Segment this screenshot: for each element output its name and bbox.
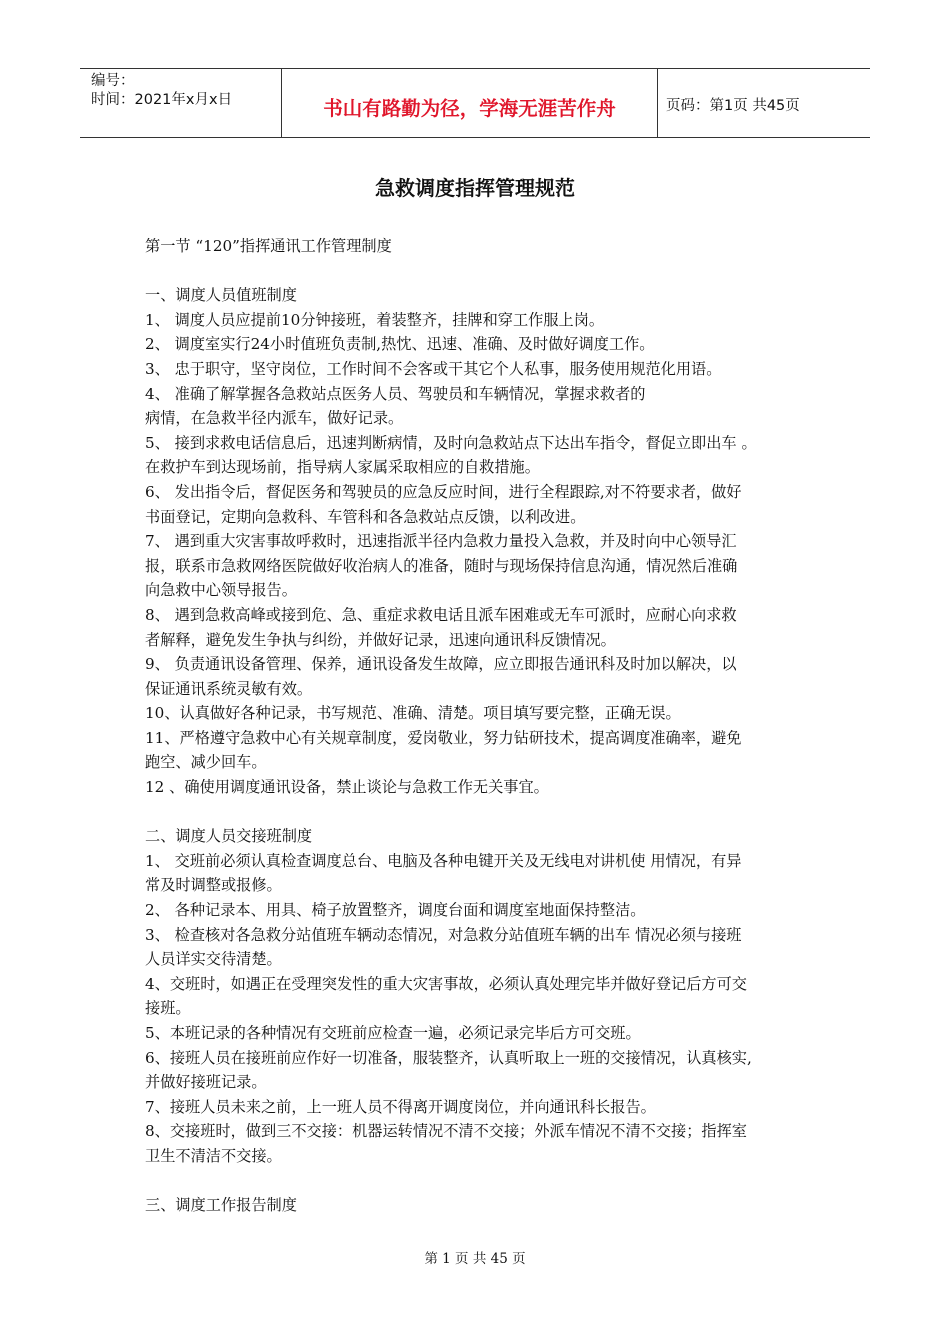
body-line: 9、 负责通讯设备管理、保养，通讯设备发生故障，应立即报告通讯科及时加以解决，以 [145, 655, 737, 674]
body-line: 并做好接班记录。 [145, 1073, 267, 1092]
body-line: 5、本班记录的各种情况有交班前应检查一遍，必须记录完毕后方可交班。 [145, 1024, 641, 1042]
header-page-cell [658, 69, 870, 137]
header-meta-cell [80, 69, 281, 137]
body-line: 报，联系市急救网络医院做好收治病人的准备，随时与现场保持信息沟通，情况然后准确 [145, 556, 738, 575]
body-line: 1、 调度人员应提前10分钟接班，着装整齐，挂牌和穿工作服上岗。 [145, 310, 605, 329]
body-line: 6、接班人员在接班前应作好一切准备，服装整齐，认真听取上一班的交接情况，认真核实, [145, 1048, 752, 1067]
body-line: 11、严格遵守急救中心有关规章制度，爱岗敬业，努力钻研技术，提高调度准确率，避免 [145, 728, 742, 747]
body-line: 接班。 [145, 999, 191, 1018]
body-line: 者解释，避免发生争执与纠纷，并做好记录，迅速向通讯科反馈情况。 [145, 630, 616, 649]
header-table [80, 68, 870, 138]
document-date: 时间：2021年x月x日 [91, 92, 233, 108]
body-line: 7、 遇到重大灾害事故呼救时，迅速指派半径内急救力量投入急救，并及时向中心领导汇 [145, 532, 737, 551]
body-line: 12 、确使用调度通讯设备，禁止谈论与急救工作无关事宜。 [145, 778, 549, 797]
body-line: 8、交接班时，做到三不交接：机器运转情况不清不交接；外派车情况不清不交接；指挥室 [145, 1122, 747, 1141]
motto-text: 书山有路勤为径，学海无涯苦作舟 [323, 97, 616, 120]
body-line: 一、调度人员值班制度 [145, 286, 297, 305]
body-line: 第一节 “120”指挥通讯工作管理制度 [145, 237, 392, 255]
body-line: 2、 各种记录本、用具、椅子放置整齐，调度台面和调度室地面保持整洁。 [145, 901, 646, 920]
document-title: 急救调度指挥管理规范 [375, 176, 575, 200]
page-code: 页码：第1页 共45页 [666, 98, 800, 114]
body-line: 3、 忠于职守，坚守岗位，工作时间不会客或干其它个人私事，服务使用规范化用语。 [145, 359, 722, 378]
blank-line [145, 259, 813, 284]
body-line: 书面登记，定期向急救科、车管科和各急救站点反馈，以利改进。 [145, 507, 586, 526]
page-footer: 第 1 页 共 45 页 [424, 1251, 526, 1267]
blank-line [145, 800, 813, 825]
blank-line [145, 1169, 813, 1194]
body-line: 3、 检查核对各急救分站值班车辆动态情况，对急救分站值班车辆的出车 情况必须与接班 [145, 925, 742, 944]
body-line: 4、 准确了解掌握各急救站点医务人员、驾驶员和车辆情况，掌握求救者的 [145, 384, 646, 403]
body-line: 保证通讯系统灵敏有效。 [145, 679, 313, 698]
document-number: 编号： [91, 73, 135, 89]
body-line: 1、 交班前必须认真检查调度总台、电脑及各种电键开关及无线电对讲机使 用情况，有异 [145, 851, 742, 870]
body-line: 常及时调整或报修。 [145, 876, 282, 895]
body-line: 5、 接到求救电话信息后，迅速判断病情，及时向急救站点下达出车指令，督促立即出车 。 [145, 433, 757, 452]
body-line: 卫生不清洁不交接。 [145, 1146, 282, 1165]
body-line: 病情，在急救半径内派车，做好记录。 [145, 409, 404, 428]
body-line: 2、 调度室实行24小时值班负责制,热忱、迅速、准确、及时做好调度工作。 [145, 335, 655, 354]
body-line: 跑空、减少回车。 [145, 753, 267, 772]
document-body [145, 234, 813, 1218]
body-line: 10、认真做好各种记录，书写规范、准确、清楚。项目填写要完整，正确无误。 [145, 704, 681, 723]
body-line: 7、接班人员未来之前，上一班人员不得离开调度岗位，并向通讯科长报告。 [145, 1097, 656, 1116]
body-line: 向急救中心领导报告。 [145, 581, 297, 600]
body-line: 三、调度工作报告制度 [145, 1196, 297, 1215]
body-line: 二、调度人员交接班制度 [145, 827, 313, 846]
body-line: 6、 发出指令后，督促医务和驾驶员的应急反应时间，进行全程跟踪,对不符要求者，做好 [145, 482, 742, 501]
body-line: 在救护车到达现场前，指导病人家属采取相应的自救措施。 [145, 458, 540, 477]
body-line: 人员详实交待清楚。 [145, 950, 282, 969]
body-line: 8、 遇到急救高峰或接到危、急、重症求救电话且派车困难或无车可派时，应耐心向求救 [145, 605, 737, 624]
header-motto-cell [281, 69, 658, 137]
body-line: 4、交班时，如遇正在受理突发性的重大灾害事故，必须认真处理完毕并做好登记后方可交 [145, 974, 747, 993]
